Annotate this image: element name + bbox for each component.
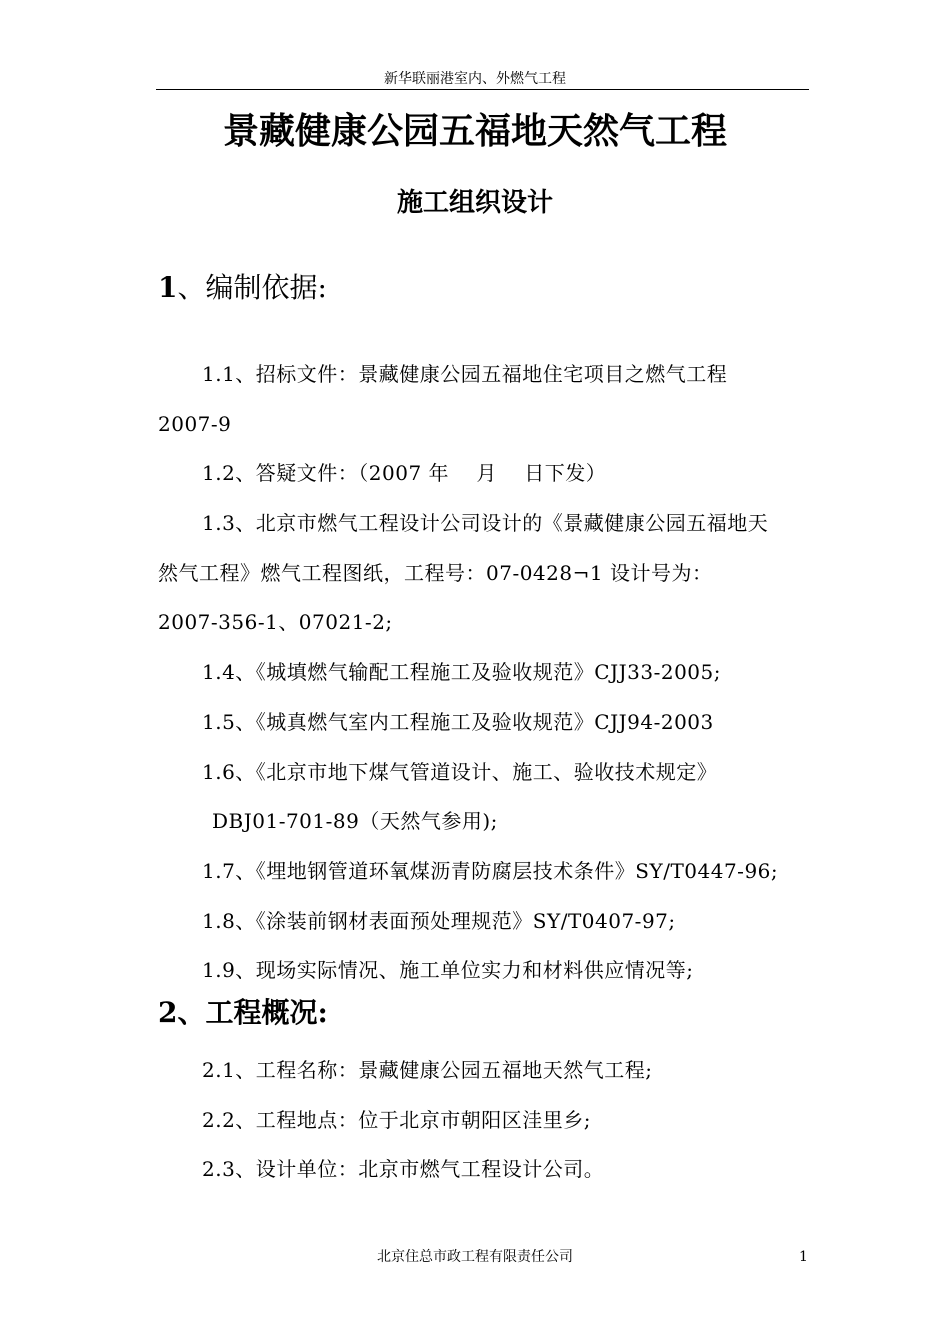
page-footer: 北京住总市政工程有限责任公司	[377, 1249, 573, 1265]
page-header: 新华联丽港室内、外燃气工程	[384, 71, 566, 87]
document-subtitle: 施工组织设计	[396, 188, 553, 218]
item-1-6-line1: 1.6、《北京市地下煤气管道设计、施工、验收技术规定》	[202, 760, 718, 784]
item-1-6-line2: DBJ01-701-89（天然气参用);	[212, 809, 498, 833]
item-2-1: 2.1、工程名称：景藏健康公园五福地天然气工程;	[202, 1058, 653, 1082]
item-1-3-line2: 然气工程》燃气工程图纸，工程号：07-0428¬1 设计号为：	[158, 561, 713, 585]
item-1-4: 1.4、《城填燃气输配工程施工及验收规范》CJJ33-2005;	[202, 660, 721, 684]
section-heading-text: 、编制依据:	[177, 271, 327, 304]
document-title: 景藏健康公园五福地天然气工程	[222, 110, 727, 152]
item-2-3: 2.3、设计单位：北京市燃气工程设计公司。	[202, 1157, 605, 1181]
header-rule	[156, 89, 809, 90]
item-1-7: 1.7、《埋地钢管道环氧煤沥青防腐层技术条件》SY/T0447-96;	[202, 859, 779, 883]
section-number: 1	[158, 271, 178, 304]
item-1-1-line1: 1.1、招标文件：景藏健康公园五福地住宅项目之燃气工程	[202, 362, 728, 386]
section-heading-1	[158, 268, 327, 308]
item-1-8: 1.8、《涂装前钢材表面预处理规范》SY/T0407-97;	[202, 909, 676, 933]
item-1-9: 1.9、现场实际情况、施工单位实力和材料供应情况等;	[202, 958, 694, 982]
page-number: 1	[799, 1249, 808, 1265]
item-2-2: 2.2、工程地点：位于北京市朝阳区洼里乡;	[202, 1108, 592, 1132]
item-1-1-line2: 2007-9	[158, 412, 232, 436]
section-heading-2	[158, 993, 328, 1033]
section-heading-text: 、工程概况:	[177, 996, 328, 1029]
item-1-3-line1: 1.3、北京市燃气工程设计公司设计的《景藏健康公园五福地天	[202, 511, 769, 535]
item-1-3-line3: 2007-356-1、07021-2;	[158, 610, 393, 634]
section-number: 2	[158, 996, 178, 1029]
item-1-5: 1.5、《城真燃气室内工程施工及验收规范》CJJ94-2003	[202, 710, 714, 734]
item-1-2: 1.2、答疑文件：（2007 年 月 日下发）	[202, 461, 607, 485]
